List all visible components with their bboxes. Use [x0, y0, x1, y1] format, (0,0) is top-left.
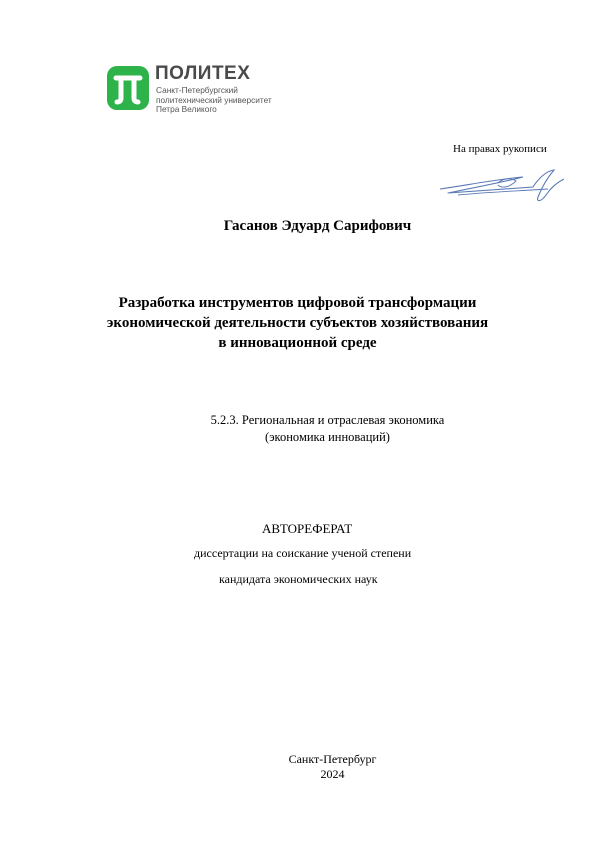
degree-line: кандидата экономических наук	[219, 572, 378, 586]
specialty	[0, 412, 595, 446]
dissertation-title	[0, 293, 595, 353]
document-type: АВТОРЕФЕРАТ	[262, 521, 353, 536]
title-line: в инновационной среде	[218, 335, 377, 351]
university-subtitle-line: Санкт-Петербургский	[156, 85, 238, 95]
author-name: Гасанов Эдуард Сарифович	[223, 218, 412, 234]
city: Санкт-Петербург	[288, 752, 377, 766]
signature	[438, 165, 568, 211]
title-line: Разработка инструментов цифровой трансформации	[118, 295, 477, 311]
degree-line: диссертации на соискание ученой степени	[194, 546, 412, 560]
university-subtitle	[156, 86, 272, 115]
university-subtitle-line: политехнический университет	[156, 94, 272, 105]
university-name: ПОЛИТЕХ	[155, 63, 251, 84]
specialty-line: 5.2.3. Региональная и отраслевая экономика	[210, 413, 445, 427]
title-line: экономической деятельности субъектов хозяйствования	[106, 315, 489, 331]
polytech-logo-icon	[107, 66, 149, 110]
manuscript-note: На правах рукописи	[453, 143, 547, 155]
specialty-line: (экономика инноваций)	[265, 430, 390, 444]
university-subtitle-line: Петра Великого	[156, 104, 217, 114]
year: 2024	[320, 767, 345, 781]
city-year	[0, 752, 595, 782]
